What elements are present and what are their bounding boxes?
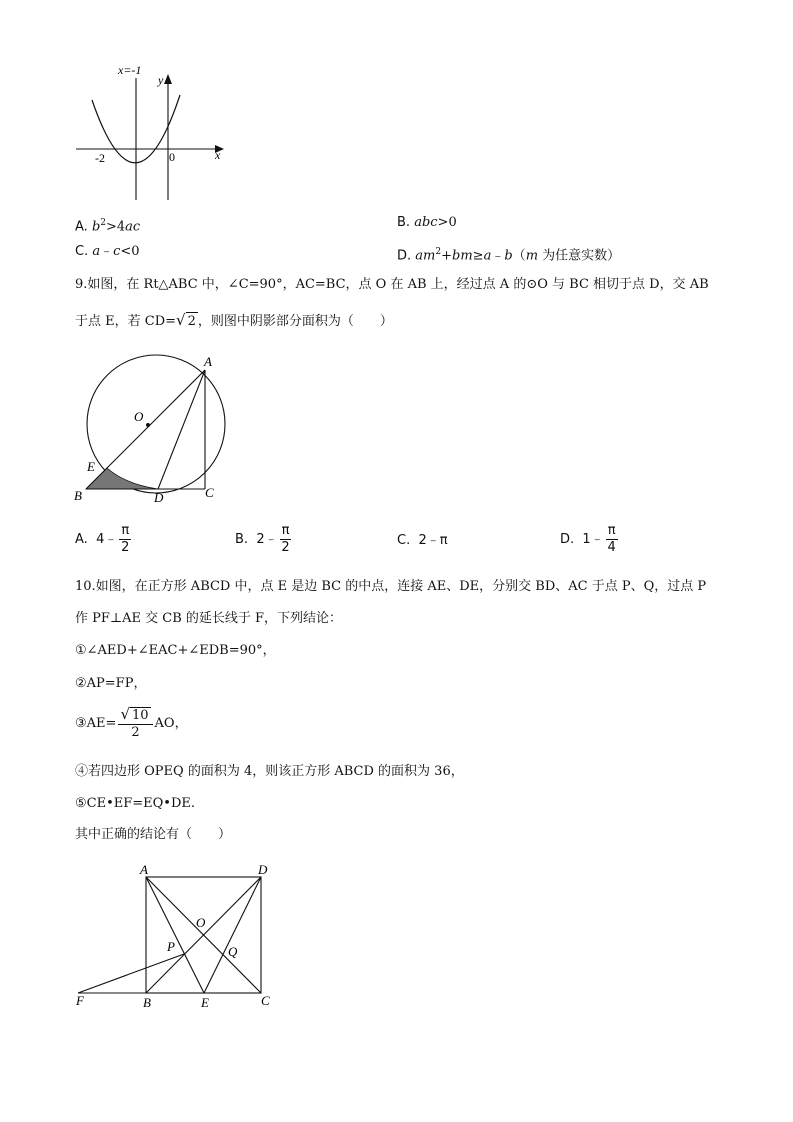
label-f: F — [76, 993, 84, 1008]
segment-pf — [78, 954, 184, 993]
label-a: A — [204, 354, 212, 369]
q8-option-d[interactable]: D. $am^2+bm\ge a﹣b(m$ 为任意实数） — [397, 247, 621, 264]
label-a: A — [140, 862, 148, 877]
label-q: Q — [228, 944, 238, 959]
center-dot — [146, 423, 150, 427]
label-b: B — [143, 995, 151, 1010]
segment-ab — [86, 370, 205, 489]
q10-question: 其中正确的结论有（ ） — [75, 827, 232, 842]
tick-neg2: -2 — [95, 151, 105, 165]
label-d: D — [258, 862, 268, 877]
label-c: C — [261, 993, 270, 1008]
q10-statement-2: ②AP=FP， — [75, 676, 147, 691]
x-label: x — [215, 148, 221, 162]
q8-option-a[interactable]: A. $b^2>4ac$ — [75, 218, 141, 235]
label-o: O — [196, 915, 206, 930]
label-d: D — [154, 490, 164, 505]
q9-choice-d[interactable]: D. 1﹣ $\frac{\pi}{4}$ — [560, 523, 616, 555]
q10-statement-4: ④若四边形 OPEQ 的面积为 4，则该正方形 ABCD 的面积为 36， — [75, 764, 464, 779]
q9-stem-line1: 9.如图，在 Rt△ABC 中，∠C=90°，AC=BC，点 O 在 AB 上，经过点 A 的⊙O 与 BC 相切于点 D，交 AB — [75, 277, 709, 292]
label-e: E — [87, 459, 95, 474]
q9-choice-b[interactable]: B. 2﹣ $\frac{\pi}{2}$ — [235, 523, 290, 555]
q9-stem-line2: 于点 E，若 CD=√ 2 ，则图中阴影部分面积为（ ） — [75, 311, 393, 329]
q10-figure — [70, 855, 290, 1015]
label-p: P — [167, 939, 175, 954]
tick-0: 0 — [169, 150, 175, 164]
q10-statement-5: ⑤CE•EF=EQ•DE. — [75, 796, 196, 811]
label-b: B — [74, 488, 82, 503]
q10-stem-line2: 作 PF⊥AE 交 CB 的延长线于 F，下列结论： — [75, 611, 343, 626]
q9-figure — [70, 340, 240, 510]
q10-stem-line1: 10.如图，在正方形 ABCD 中，点 E 是边 BC 的中点，连接 AE、DE，分别交 BD、AC 于点 P、Q，过点 P — [75, 579, 707, 594]
label-c: C — [205, 485, 214, 500]
q10-statement-3: ③AE= $\frac{√ 10}{2}$ AO， — [75, 705, 188, 740]
segment-ae — [146, 877, 204, 993]
q8-option-c[interactable]: C. a﹣c<0 — [75, 244, 140, 259]
parabola-graph — [70, 60, 230, 210]
segment-de — [204, 877, 261, 993]
label-e: E — [201, 995, 209, 1010]
q8-option-b[interactable]: B. abc>0 — [397, 215, 457, 230]
q9-choice-c[interactable]: C. 2﹣π — [397, 533, 448, 548]
symmetry-label: x=-1 — [118, 63, 142, 77]
y-axis-arrow — [164, 74, 172, 84]
y-label: y — [158, 73, 164, 87]
q10-statement-1: ①∠AED+∠EAC+∠EDB=90°， — [75, 643, 276, 658]
q9-choice-a[interactable]: A. 4﹣ $\frac{\pi}{2}$ — [75, 523, 130, 555]
segment-ad — [158, 370, 205, 489]
label-o: O — [134, 409, 144, 424]
